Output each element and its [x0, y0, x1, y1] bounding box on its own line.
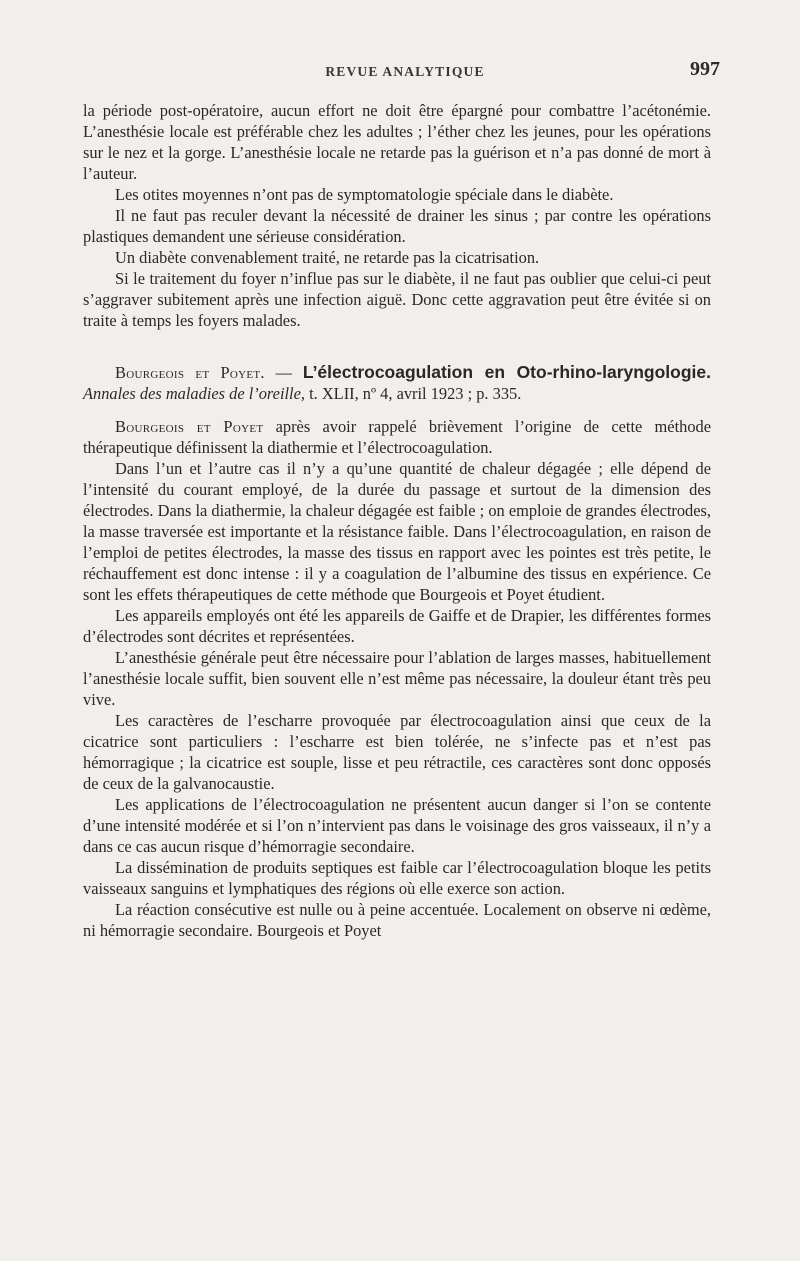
heading-gap — [83, 404, 711, 416]
paragraph: la période post-opératoire, aucun effort ne doit être épargné pour combattre l’acétonémie. L’anesthésie locale est préférable chez les adultes ; l’éther chez les jeunes, pour les opérations sur le nez et la gorge. L’anesthésie locale ne retarde pas la guérison et n’a pas donné de mort à l’auteur. — [83, 101, 711, 183]
paragraph: La réaction consécutive est nulle ou à peine accentuée. Localement on observe ni œdème, ni hémorragie secondaire. Bourgeois et Poyet — [83, 900, 711, 940]
paragraph: La dissémination de produits septiques est faible car l’électrocoagulation bloque les petits vaisseaux sanguins et lymphatiques des régions où elle exerce son action. — [83, 858, 711, 898]
paragraph: Les caractères de l’escharre provoquée par électrocoagulation ainsi que ceux de la cicatrice sont particuliers : l’escharre est bien tolérée, ne s’infecte pas et n’est pas hémorragique ; la cicatrice est souple, lisse et peu rétractile, ces caractères sont donc opposés de ceux de la galvanocaustie. — [83, 711, 711, 793]
section-gap — [83, 331, 711, 362]
paragraph: Il ne faut pas reculer devant la nécessité de drainer les sinus ; par contre les opérations plastiques demandent une sérieuse considération. — [83, 206, 711, 246]
inline-authors: Bourgeois et Poyet — [115, 417, 264, 436]
article-title: L’électrocoagulation en Oto-rhino-laryngologie. — [302, 362, 712, 382]
journal-name: Annales des maladies de l’oreille, — [83, 384, 305, 403]
article-reference: t. XLII, nº 4, avril 1923 ; p. 335. — [305, 384, 522, 403]
paragraph: Dans l’un et l’autre cas il n’y a qu’une quantité de chaleur dégagée ; elle dépend de l’intensité du courant employé, de la durée du passage et surtout de la dimension des électrodes. Dans la diathermie, la chaleur dégagée est faible ; on emploie de grandes électrodes, la masse traversée est importante et la résistance faible. Dans l’électrocoagulation, en raison de l’emploi de petites électrodes, la masse des tissus en rapport avec les pointes est très petite, le réchauffement est donc intense : il y a coagulation de l’albumine des tissus en expérience. Ce sont les effets thérapeutiques de cette méthode que Bourgeois et Poyet étudient. — [83, 459, 711, 604]
paragraph: Les appareils employés ont été les appareils de Gaiffe et de Drapier, les différentes formes d’électrodes sont décrites et représentées. — [83, 606, 711, 646]
heading-dash: — — [264, 363, 303, 382]
paragraph-text: après avoir rappelé brièvement l’origine de cette méthode thérapeutique définissent la diathermie et l’électrocoagulation. — [83, 417, 711, 457]
paragraph: Un diabète convenablement traité, ne retarde pas la cicatrisation. — [115, 248, 540, 267]
running-head — [90, 58, 720, 86]
paragraph — [83, 416, 711, 458]
article-heading — [83, 362, 711, 404]
paragraph: Les otites moyennes n’ont pas de symptomatologie spéciale dans le diabète. — [115, 185, 614, 204]
article-authors: Bourgeois et Poyet. — [115, 363, 265, 382]
paragraph: Si le traitement du foyer n’influe pas sur le diabète, il ne faut pas oublier que celui-ci peut s’aggraver subitement après une infection aiguë. Donc cette aggravation peut être évitée si on traite à temps les foyers malades. — [83, 269, 711, 330]
paragraph: L’anesthésie générale peut être nécessaire pour l’ablation de larges masses, habituellement l’anesthésie locale suffit, bien souvent elle n’est même pas nécessaire, la douleur étant très peu vive. — [83, 648, 711, 709]
paragraph: Les applications de l’électrocoagulation ne présentent aucun danger si l’on se contente d’une intensité modérée et si l’on n’intervient pas dans le voisinage des gros vaisseaux, il n’y a dans ce cas aucun risque d’hémorragie secondaire. — [83, 795, 711, 856]
running-title: REVUE ANALYTIQUE — [325, 64, 485, 79]
page-number: 997 — [690, 58, 720, 80]
page-body — [83, 100, 711, 941]
